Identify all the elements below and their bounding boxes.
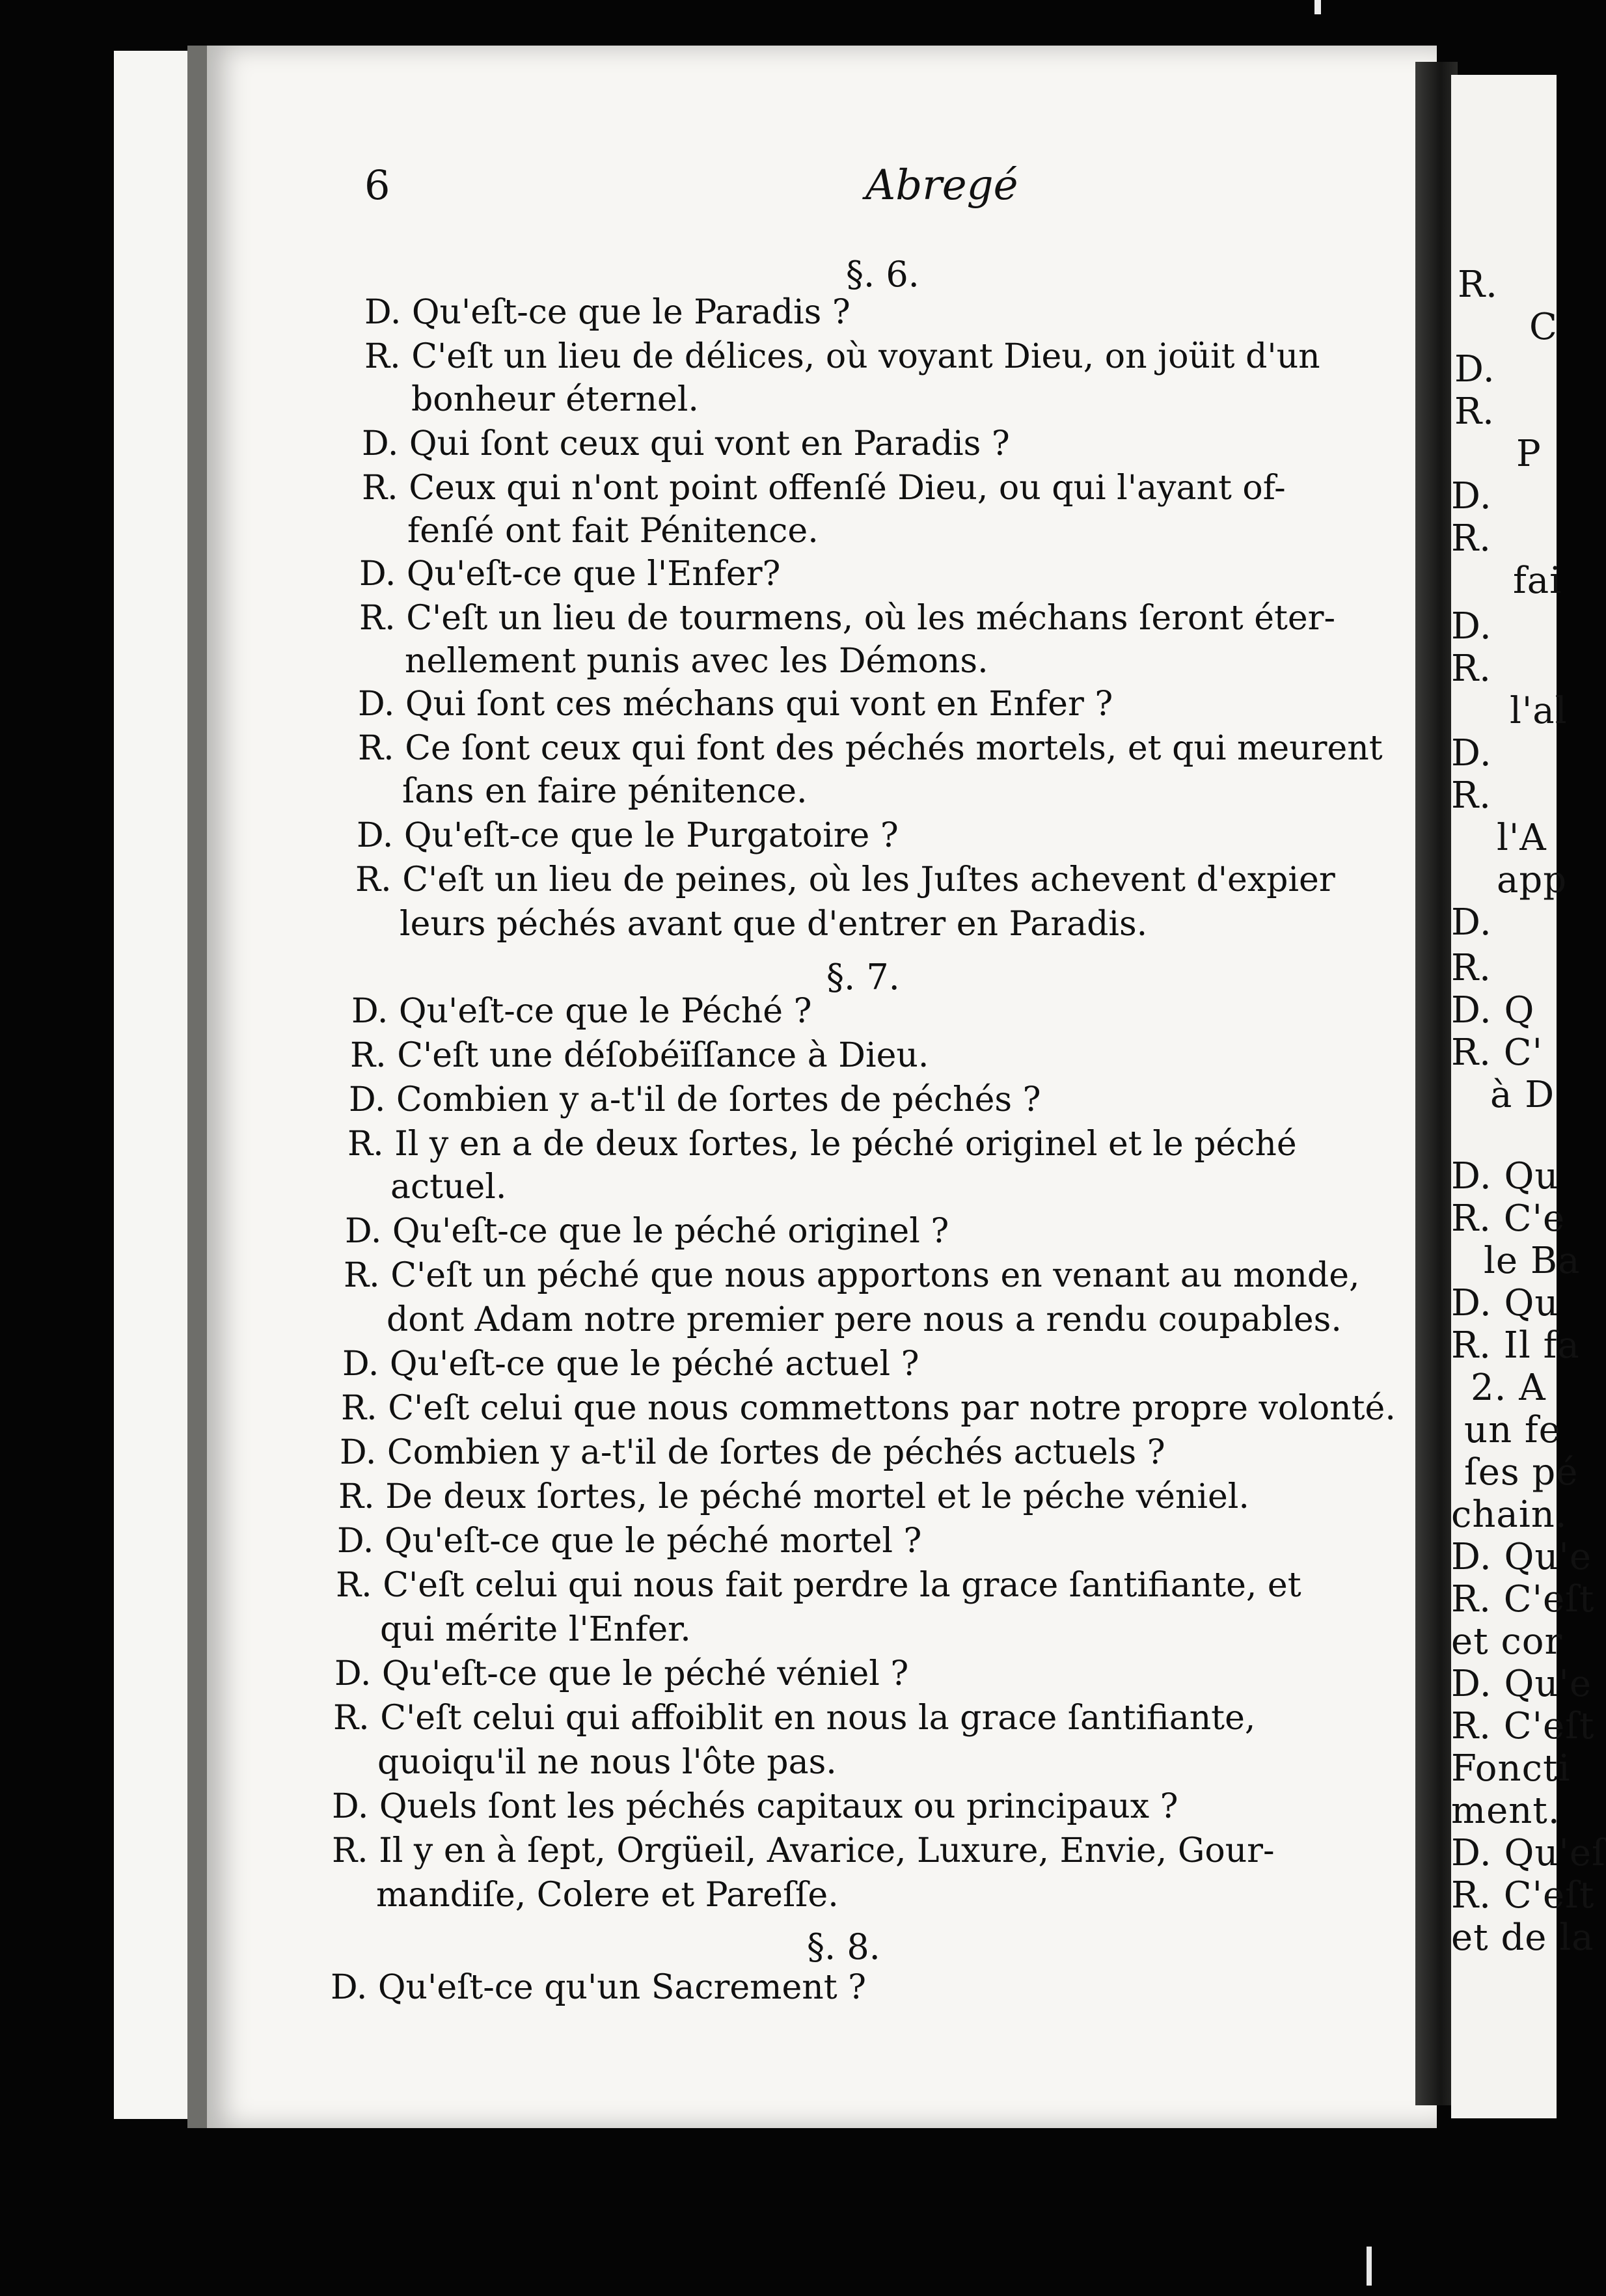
text-line: D. Qu'eſt-ce qu'un Sacrement ?	[331, 1968, 867, 2007]
section-heading-7: §. 7.	[826, 957, 900, 998]
right-fragment: D.	[1451, 901, 1492, 944]
text-line: R. C'eſt celui que nous commettons par notre propre volonté.	[341, 1389, 1396, 1428]
right-fragment: D.	[1454, 348, 1495, 390]
right-fragment: chain.	[1451, 1494, 1568, 1536]
right-fragment: le Ba	[1484, 1240, 1581, 1282]
right-fragment: et cor	[1451, 1620, 1563, 1663]
right-fragment: ment.	[1451, 1790, 1560, 1832]
text-line: R. Ce ſont ceux qui font des péchés mortels, et qui meurent	[358, 729, 1383, 768]
text-line: D. Combien y a-t'il de ſortes de péchés ?	[349, 1080, 1041, 1119]
right-fragment: R.	[1451, 947, 1491, 989]
text-line: R. C'eſt un lieu de tourmens, où les méchans ſeront éter-	[359, 599, 1336, 638]
right-fragment: R. C'	[1451, 1032, 1544, 1074]
right-fragment: R. Il fa	[1451, 1324, 1580, 1367]
text-line: D. Qu'eſt-ce que le péché actuel ?	[342, 1345, 919, 1384]
text-line: leurs péchés avant que d'entrer en Paradis.	[400, 905, 1148, 944]
text-line: ſans en faire pénitence.	[402, 772, 808, 811]
right-fragment: D. Qu	[1451, 1282, 1559, 1324]
text-line: D. Qui ſont ces méchans qui vont en Enfer ?	[358, 685, 1113, 724]
text-line: R. C'eſt un lieu de peines, où les Juſtes achevent d'expier	[355, 860, 1335, 899]
text-line: D. Quels ſont les péchés capitaux ou principaux ?	[332, 1787, 1178, 1826]
right-fragment: R.	[1451, 648, 1491, 690]
text-line: D. Qu'eſt-ce que le péché originel ?	[345, 1212, 949, 1251]
text-line: R. Il y en à ſept, Orgüeil, Avarice, Luxure, Envie, Gour-	[332, 1831, 1275, 1870]
text-line: D. Qu'eſt-ce que le Paradis ?	[364, 293, 851, 332]
right-fragment: et de la	[1451, 1917, 1594, 1959]
text-line: R. C'eſt celui qui nous fait perdre la grace ſantifiante, et	[336, 1566, 1301, 1605]
right-fragment: 2. A	[1471, 1367, 1546, 1409]
text-line: actuel.	[390, 1168, 507, 1207]
text-line: D. Qu'eſt-ce que le péché mortel ?	[337, 1522, 922, 1561]
text-line: D. Qui ſont ceux qui vont en Paradis ?	[362, 424, 1010, 463]
right-fragment: D. Q	[1451, 989, 1535, 1032]
section-heading-8: §. 8.	[807, 1926, 880, 1967]
right-fragment: app	[1497, 859, 1568, 901]
right-fragment: R.	[1454, 390, 1495, 433]
right-fragment: D.	[1451, 605, 1492, 648]
text-line: D. Qu'eſt-ce que le Purgatoire ?	[357, 816, 899, 855]
right-fragment: un fe	[1464, 1409, 1561, 1451]
text-line: D. Qu'eſt-ce que l'Enfer?	[359, 554, 781, 594]
bottom-mark	[1367, 2247, 1372, 2286]
right-fragment: P	[1516, 433, 1542, 475]
right-fragment: R. C'eſt	[1451, 1705, 1595, 1747]
right-fragment: R.	[1451, 774, 1491, 817]
right-fragment: ſes pé	[1464, 1451, 1579, 1494]
text-line: D. Qu'eſt-ce que le Péché ?	[351, 992, 812, 1031]
text-line: R. Il y en a de deux ſortes, le péché originel et le péché	[347, 1125, 1297, 1164]
text-line: mandiſe, Colere et Pareſſe.	[376, 1876, 839, 1915]
right-fragment: R.	[1458, 264, 1498, 306]
text-line: quoiqu'il ne nous l'ôte pas.	[377, 1743, 837, 1782]
right-fragment: D.	[1451, 732, 1492, 774]
right-fragment: l'A	[1497, 817, 1547, 859]
right-fragment: C	[1529, 306, 1558, 348]
right-fragment: Foncti	[1451, 1747, 1571, 1790]
right-fragment: R.	[1451, 517, 1491, 560]
right-fragment: D.	[1451, 475, 1492, 517]
right-fragment: R. C'eſt	[1451, 1578, 1595, 1620]
text-line: D. Combien y a-t'il de ſortes de péchés actuels ?	[340, 1433, 1165, 1472]
text-line: R. C'eſt un lieu de délices, où voyant Dieu, on joüit d'un	[364, 337, 1320, 376]
text-line: dont Adam notre premier pere nous a rendu coupables.	[387, 1300, 1342, 1339]
text-line: qui mérite l'Enfer.	[380, 1610, 691, 1649]
text-line: R. De deux ſortes, le péché mortel et le péche véniel.	[338, 1477, 1249, 1516]
text-line: R. C'eſt celui qui affoiblit en nous la grace ſantifiante,	[333, 1699, 1256, 1738]
right-fragment: D. Qu'eſ	[1451, 1832, 1606, 1874]
page-number: 6	[364, 161, 390, 209]
right-fragment: R. C'e	[1451, 1197, 1566, 1240]
right-fragment: fai	[1513, 560, 1562, 602]
text-line: bonheur éternel.	[411, 380, 699, 419]
right-fragment: R. C'eſt	[1451, 1874, 1595, 1917]
text-line: R. Ceux qui n'ont point offenſé Dieu, ou qui l'ayant of-	[362, 469, 1286, 508]
running-head: Abregé	[865, 161, 1018, 210]
right-fragment: D. Qu'e	[1451, 1663, 1592, 1705]
text-line: D. Qu'eſt-ce que le péché véniel ?	[334, 1654, 909, 1693]
right-page	[1451, 75, 1606, 2118]
section-heading-6: §. 6.	[846, 254, 919, 295]
right-fragment: l'al	[1510, 690, 1568, 732]
text-line: fenſé ont fait Pénitence.	[407, 512, 819, 551]
right-fragment: D. Qu	[1451, 1155, 1559, 1197]
text-line: R. C'eſt une déſobéïſſance à Dieu.	[350, 1036, 929, 1075]
text-line: R. C'eſt un péché que nous apportons en venant au monde,	[344, 1256, 1360, 1295]
right-fragment: D. Qu'e	[1451, 1536, 1592, 1578]
right-fragment: à D	[1490, 1074, 1555, 1116]
text-line: nellement punis avec les Démons.	[405, 642, 988, 681]
